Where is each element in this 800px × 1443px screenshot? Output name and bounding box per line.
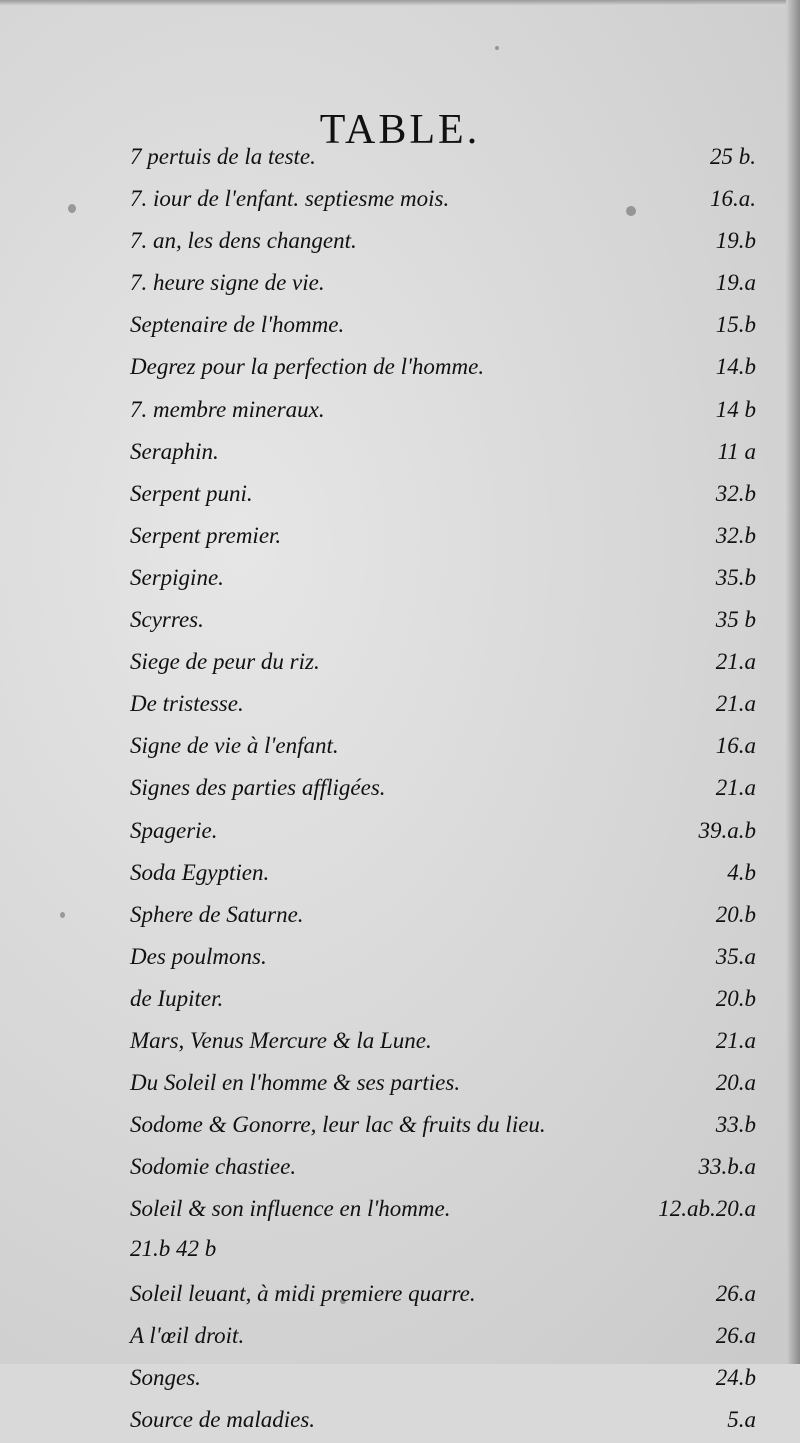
entry-label: 7. membre mineraux. bbox=[130, 396, 325, 422]
entry-label: De tristesse. bbox=[130, 691, 244, 717]
entry-label: Soleil leuant, à midi premiere quarre. bbox=[130, 1280, 476, 1306]
page-title: TABLE. bbox=[319, 107, 481, 154]
entry-page-ref: 35.a bbox=[715, 943, 756, 969]
index-entry bbox=[130, 391, 756, 433]
index-entry bbox=[130, 727, 756, 769]
entry-page-ref: 12.ab.20.a bbox=[658, 1196, 756, 1222]
entry-page-ref: 19.b bbox=[715, 228, 756, 254]
index-entry bbox=[130, 980, 756, 1022]
entry-page-ref: 16.a bbox=[715, 733, 756, 759]
entry-label: Septenaire de l'homme. bbox=[130, 312, 345, 338]
entry-label: Sodome & Gonorre, leur lac & fruits du lieu. bbox=[130, 1112, 546, 1138]
index-entry bbox=[130, 559, 756, 601]
entry-label: 21.b 42 b bbox=[130, 1236, 217, 1262]
page-right-edge bbox=[786, 0, 800, 1364]
entry-label: Serpent premier. bbox=[130, 522, 282, 548]
entry-label: de Iupiter. bbox=[130, 985, 224, 1011]
entry-page-ref: 19.a bbox=[715, 270, 756, 296]
index-entry bbox=[130, 1022, 756, 1064]
entry-page-ref: 5.a bbox=[727, 1406, 756, 1432]
entry-page-ref: 21.a bbox=[715, 691, 756, 717]
entry-label: Seraphin. bbox=[130, 438, 219, 464]
index-entry bbox=[130, 1317, 756, 1359]
entry-page-ref: 24.b bbox=[715, 1364, 756, 1390]
entry-label: Soleil & son influence en l'homme. bbox=[130, 1196, 451, 1222]
entry-page-ref: 33.b bbox=[715, 1112, 756, 1138]
entry-label: Signes des parties affligées. bbox=[130, 775, 386, 801]
entry-page-ref: 20.b bbox=[715, 985, 756, 1011]
entry-page-ref: 15.b bbox=[715, 312, 756, 338]
entry-page-ref: 33.b.a bbox=[698, 1154, 756, 1180]
entry-label: Serpent puni. bbox=[130, 480, 253, 506]
entry-page-ref: 14 b bbox=[715, 396, 756, 422]
entry-label: Du Soleil en l'homme & ses parties. bbox=[130, 1070, 461, 1096]
index-entry bbox=[130, 938, 756, 980]
index-entry bbox=[130, 1064, 756, 1106]
entry-label: Degrez pour la perfection de l'homme. bbox=[130, 354, 485, 380]
index-entry bbox=[130, 222, 756, 264]
index-entry bbox=[130, 685, 756, 727]
entry-page-ref: 32.b bbox=[715, 522, 756, 548]
entry-page-ref: 39.a.b bbox=[698, 817, 756, 843]
ink-spot bbox=[60, 912, 65, 918]
entry-label: Des poulmons. bbox=[130, 943, 267, 969]
entry-page-ref: 26.a bbox=[715, 1322, 756, 1348]
entry-page-ref: 14.b bbox=[715, 354, 756, 380]
entry-page-ref: 21.a bbox=[715, 649, 756, 675]
index-entry bbox=[130, 1359, 756, 1401]
entry-label: 7 pertuis de la teste. bbox=[130, 144, 316, 169]
entry-label: 7. iour de l'enfant. septiesme mois. bbox=[130, 186, 450, 212]
entry-label: Spagerie. bbox=[130, 817, 218, 843]
entry-label: Sphere de Saturne. bbox=[130, 901, 304, 927]
entry-page-ref: 20.b bbox=[715, 901, 756, 927]
entry-label: Signe de vie à l'enfant. bbox=[130, 733, 339, 759]
index-entry bbox=[130, 1190, 756, 1232]
entry-label: 7. heure signe de vie. bbox=[130, 270, 325, 296]
ink-spot bbox=[68, 204, 76, 213]
entry-label: Source de maladies. bbox=[130, 1406, 316, 1432]
index-entry bbox=[130, 180, 756, 222]
index-entry bbox=[130, 812, 756, 854]
entry-page-ref: 4.b bbox=[727, 859, 756, 885]
index-entry bbox=[130, 1148, 756, 1190]
index-entry bbox=[130, 769, 756, 811]
index-entry bbox=[130, 264, 756, 306]
entry-label: Serpigine. bbox=[130, 564, 224, 590]
index-entry bbox=[130, 1232, 756, 1274]
index-entry bbox=[130, 475, 756, 517]
index-entry bbox=[130, 896, 756, 938]
index-entry bbox=[130, 601, 756, 643]
entry-label: Soda Egyptien. bbox=[130, 859, 270, 885]
index-entry bbox=[130, 1106, 756, 1148]
ink-spot bbox=[495, 46, 499, 50]
index-entry bbox=[130, 348, 756, 390]
entry-label: Sodomie chastiee. bbox=[130, 1154, 297, 1180]
index-entry bbox=[130, 433, 756, 475]
entry-page-ref: 11 a bbox=[717, 438, 756, 464]
index-entry bbox=[130, 306, 756, 348]
entry-page-ref: 32.b bbox=[715, 480, 756, 506]
index-entry bbox=[130, 138, 756, 180]
index-entry bbox=[130, 1275, 756, 1317]
entry-page-ref: 21.a bbox=[715, 775, 756, 801]
entry-page-ref: 35 b bbox=[715, 607, 756, 633]
entry-label: A l'œil droit. bbox=[130, 1322, 245, 1348]
entry-label: Mars, Venus Mercure & la Lune. bbox=[130, 1027, 432, 1053]
entry-page-ref: 35.b bbox=[715, 564, 756, 590]
index-entry bbox=[130, 643, 756, 685]
index-entries bbox=[130, 138, 756, 1443]
index-entry bbox=[130, 854, 756, 896]
index-entry bbox=[130, 517, 756, 559]
entry-label: Songes. bbox=[130, 1364, 201, 1390]
entry-page-ref: 25 b. bbox=[710, 144, 756, 169]
entry-page-ref: 16.a. bbox=[710, 186, 756, 212]
entry-label: 7. an, les dens changent. bbox=[130, 228, 357, 254]
index-entry bbox=[130, 1401, 756, 1443]
page-top-edge bbox=[0, 0, 800, 6]
entry-label: Siege de peur du riz. bbox=[130, 649, 320, 675]
entry-page-ref: 21.a bbox=[715, 1027, 756, 1053]
entry-page-ref: 20.a bbox=[715, 1070, 756, 1096]
entry-page-ref: 26.a bbox=[715, 1280, 756, 1306]
entry-label: Scyrres. bbox=[130, 607, 204, 633]
